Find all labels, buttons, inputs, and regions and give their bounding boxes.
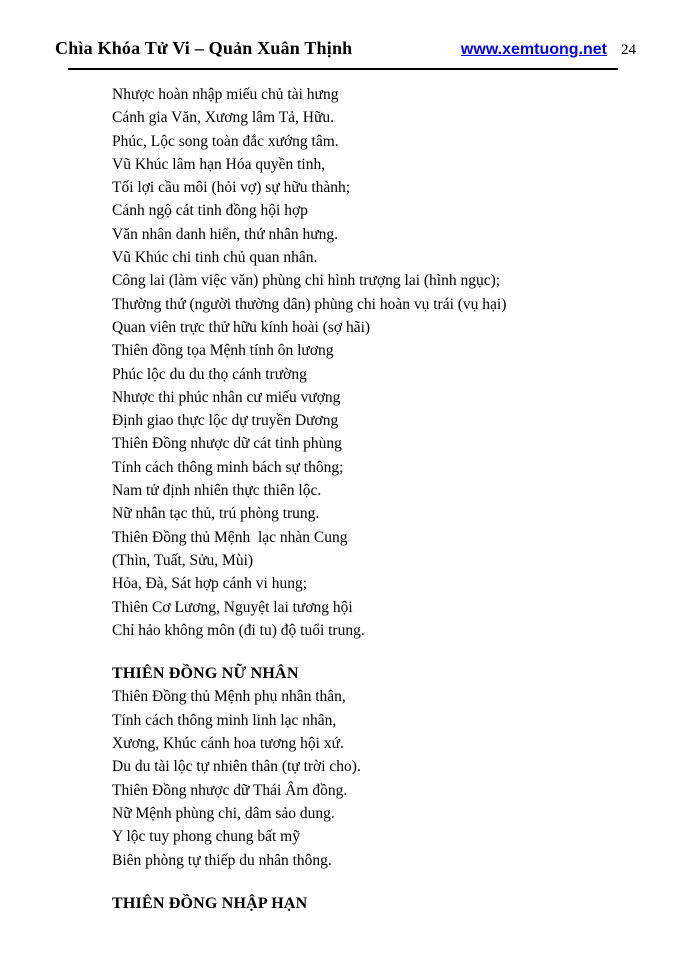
poem-line: Thiên Đồng thủ Mệnh phụ nhân thân, <box>112 688 346 706</box>
poem-line: Thiên đồng tọa Mệnh tính ôn lương <box>112 342 334 360</box>
poem-line: Công lai (làm việc văn) phùng chi hình trượng lai (hình ngục); <box>112 272 501 290</box>
poem-line: Xương, Khúc cánh hoa tương hội xứ. <box>112 735 344 753</box>
poem-line: Vũ Khúc chi tinh chủ quan nhân. <box>112 249 318 267</box>
stanza-thien-dong-nu-nhan <box>112 685 646 871</box>
poem-line: Biên phòng tự thiếp du nhân thông. <box>112 851 332 869</box>
poem-line: Văn nhân danh hiển, thứ nhân hưng. <box>112 225 339 243</box>
poem-line: Nữ nhân tạc thủ, trú phòng trung. <box>112 505 320 523</box>
stanza-vu-khuc-thien-dong <box>112 83 646 642</box>
section-heading-thien-dong-nhap-han: THIÊN ĐỒNG NHẬP HẠN <box>112 894 308 912</box>
poem-line: Thiên Cơ Lương, Nguyệt lai tương hội <box>112 598 353 616</box>
document-title: Chìa Khóa Tử Vi – Quản Xuân Thịnh <box>55 38 353 58</box>
poem-line: Tính cách thông minh linh lạc nhân, <box>112 711 337 729</box>
poem-line: Phúc, Lộc song toàn đắc xướng tâm. <box>112 132 339 150</box>
poem-line: Nam tử định nhiên thực thiên lộc. <box>112 482 322 500</box>
poem-line: Nhược thi phúc nhân cư miếu vượng <box>112 388 341 406</box>
poem-line: Hỏa, Đà, Sát hợp cánh vi hung; <box>112 575 308 593</box>
poem-line: Nữ Mệnh phùng chi, dâm sảo dung. <box>112 804 335 822</box>
poem-line: Phúc lộc du du thọ cánh trường <box>112 365 307 383</box>
poem-line: Chỉ hảo không môn (đi tu) độ tuổi trung. <box>112 621 365 639</box>
poem-line: Du du tài lộc tự nhiên thân (tự trời cho). <box>112 758 361 776</box>
section-heading-thien-dong-nu-nhan: THIÊN ĐỒNG NỮ NHÂN <box>112 665 299 683</box>
poem-line: Cánh gia Văn, Xương lâm Tả, Hữu. <box>112 109 335 127</box>
page-header <box>0 0 686 59</box>
header-divider <box>68 68 618 70</box>
poem-line: Tối lợi cầu môi (hỏi vợ) sự hữu thành; <box>112 179 351 197</box>
poem-line: Nhược hoàn nhập miếu chủ tài hưng <box>112 86 339 103</box>
poem-line: Định giao thực lộc dự truyền Dương <box>112 412 339 430</box>
poem-line: Thiên Đồng thủ Mệnh lạc nhàn Cung <box>112 528 348 546</box>
page-number: 24 <box>621 42 636 58</box>
website-link[interactable]: www.xemtuong.net <box>460 41 607 58</box>
poem-line: Vũ Khúc lâm hạn Hóa quyền tinh, <box>112 155 326 173</box>
poem-line: Thường thứ (người thường dân) phùng chi hoàn vụ trái (vụ hại) <box>112 295 507 313</box>
poem-line: Thiên Đồng nhược dữ Thái Âm đồng. <box>112 781 348 799</box>
poem-line: Y lộc tuy phong chung bất mỹ <box>112 828 300 846</box>
poem-line: Cánh ngộ cát tinh đồng hội hợp <box>112 202 308 220</box>
poem-line: (Thìn, Tuất, Sửu, Mùi) <box>112 551 254 569</box>
poem-line: Tính cách thông minh bách sự thông; <box>112 458 344 476</box>
poem-line: Thiên Đồng nhược dữ cát tinh phùng <box>112 435 342 453</box>
poem-line: Quan viên trực thử hữu kính hoài (sợ hãi) <box>112 318 371 336</box>
document-body <box>112 83 646 915</box>
